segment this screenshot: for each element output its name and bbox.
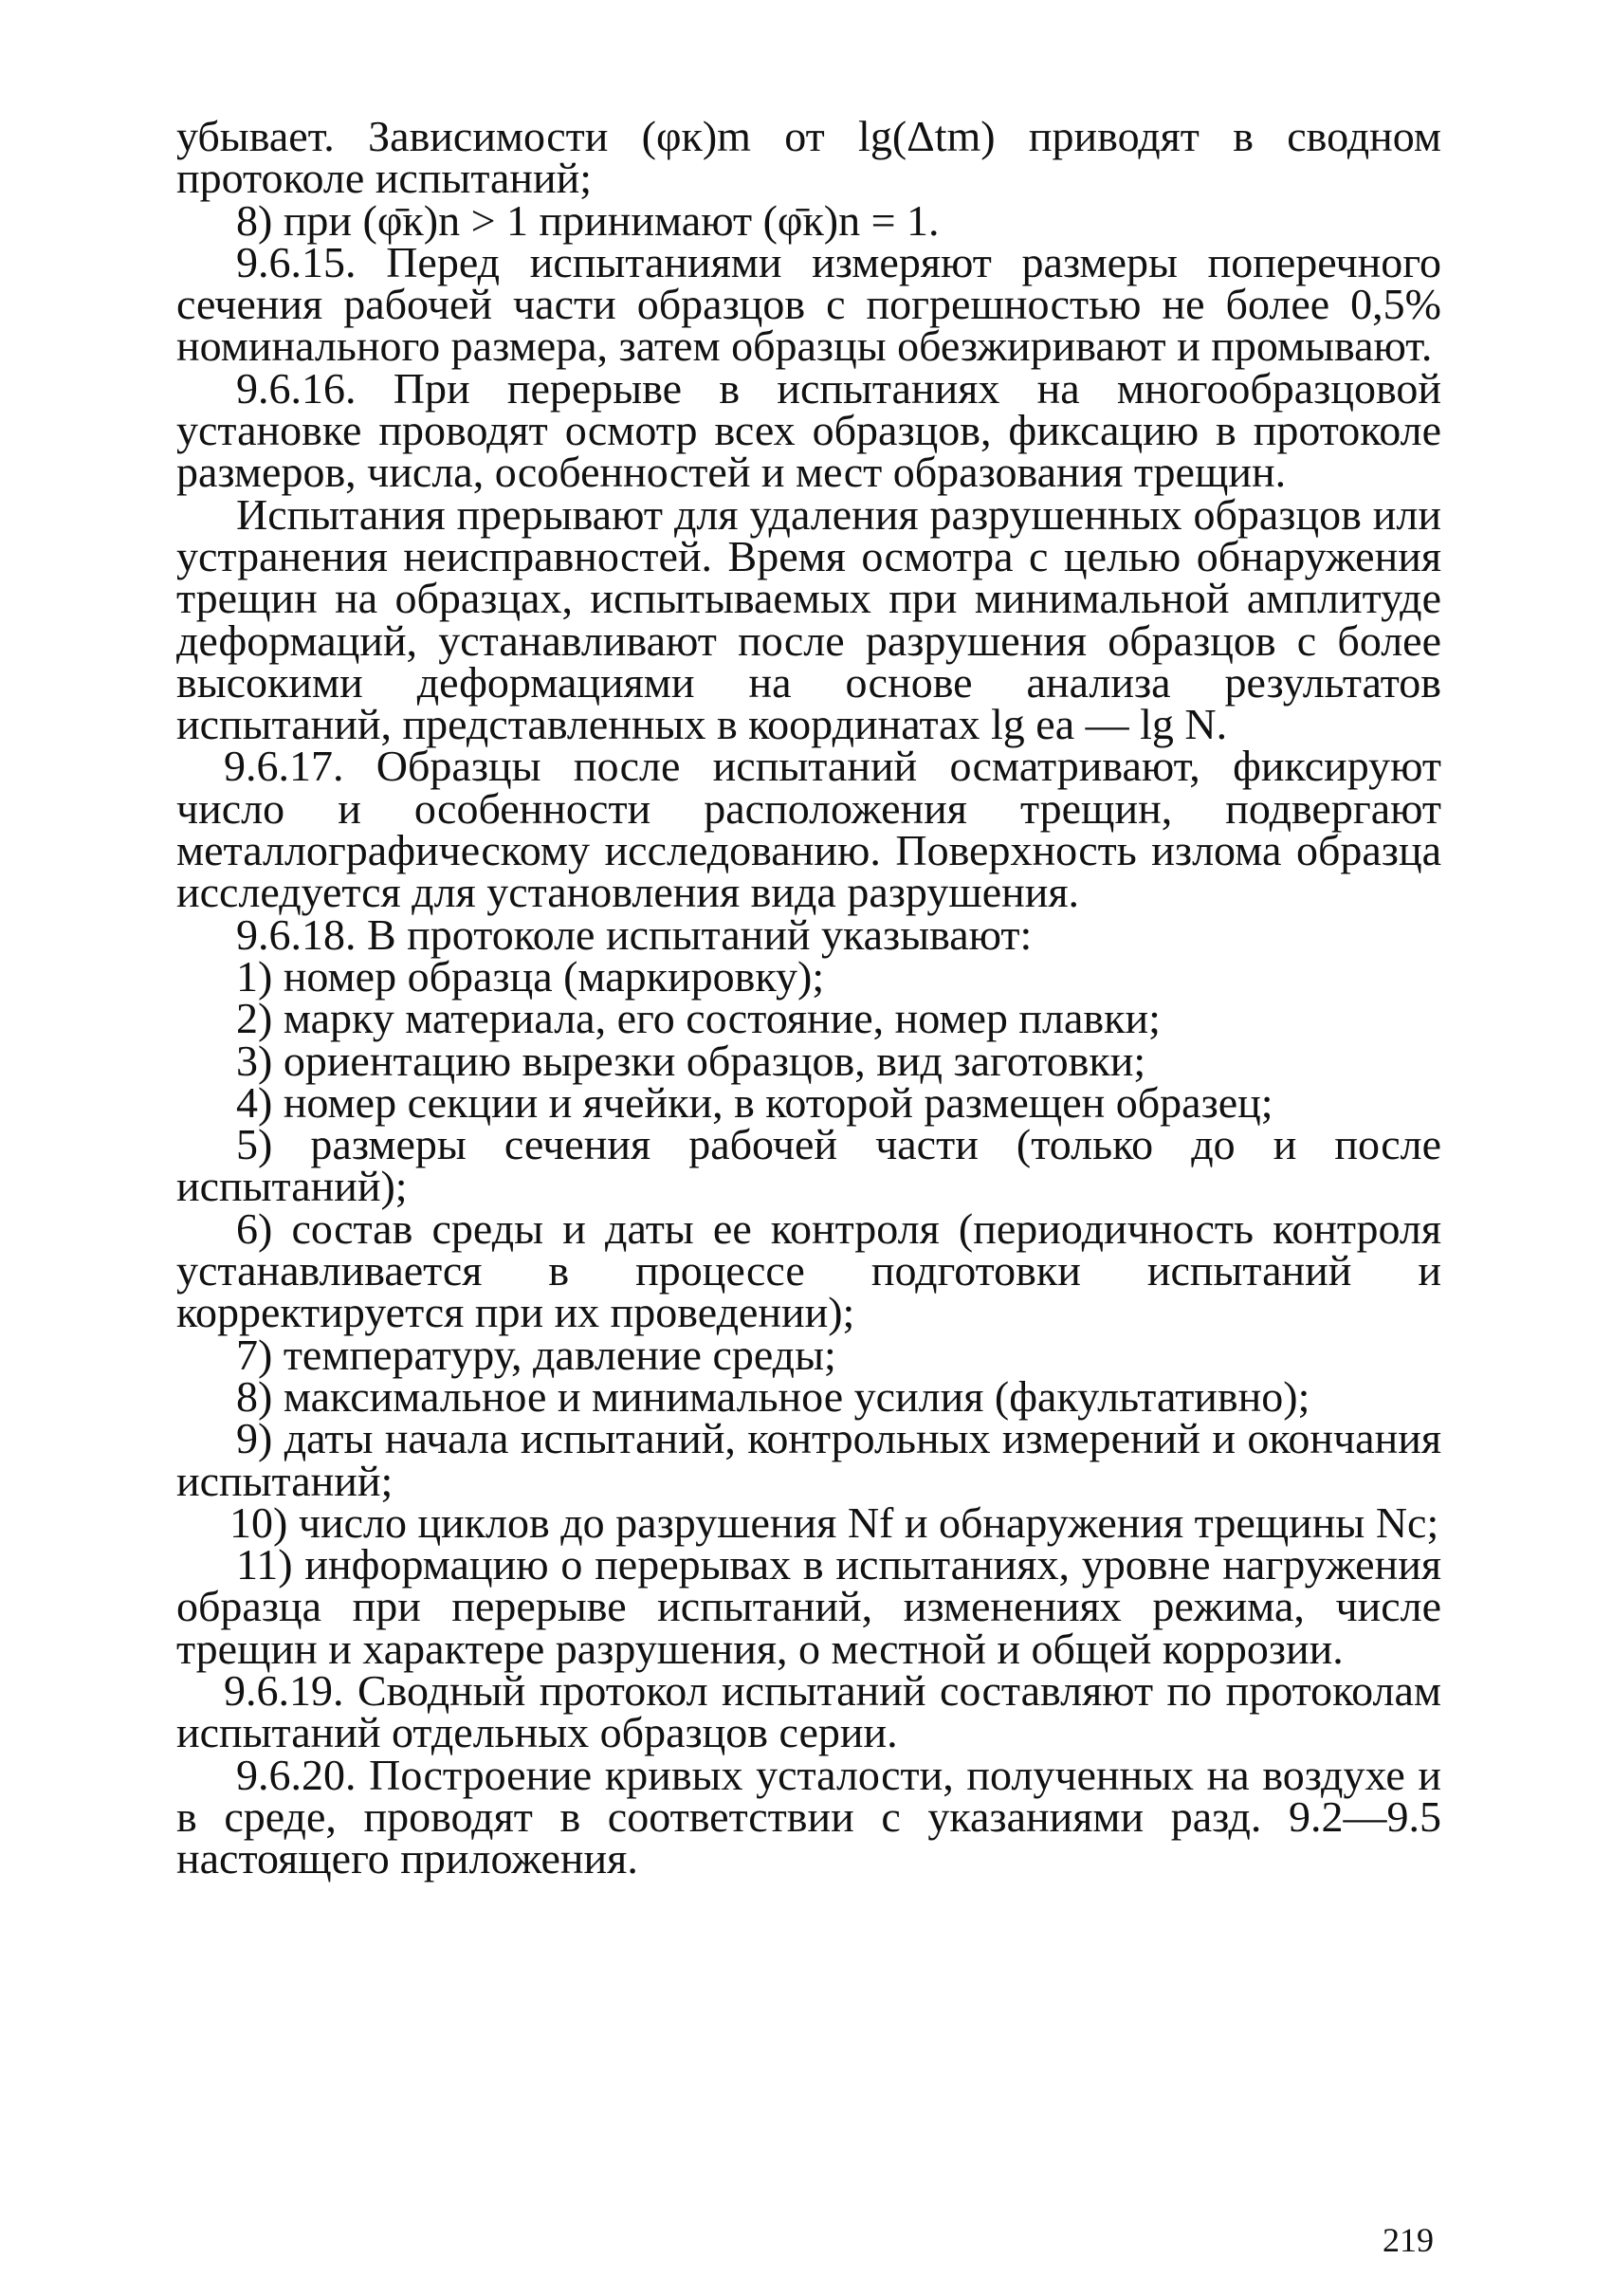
list-item-1: 1) номер образца (маркировку); — [236, 951, 825, 1001]
paragraph-interrupt: Испытания прерывают для удаления разрушенных образцов или устранения неисправностей. Время осмотра с целью обнаружения трещин на образцах, испытываемых при минимальной амплитуде деформаций, устанавливают после разрушения образцов с более высокими деформациями на основе анализа результатов испытаний, представленных в координатах lg ea — lg N. — [176, 489, 1441, 749]
list-item-8: 8) максимальное и минимальное усилия (факультативно); — [236, 1371, 1310, 1421]
paragraph-9-6-16: 9.6.16. При перерыве в испытаниях на многообразцовой установке проводят осмотр всех образцов, фиксацию в протоколе размеров, числа, особенностей и мест образования трещин. — [176, 363, 1441, 497]
page-number: 219 — [1383, 2221, 1434, 2259]
paragraph-9-6-18: 9.6.18. В протоколе испытаний указывают: — [236, 909, 1033, 959]
paragraph-9-6-20: 9.6.20. Построение кривых усталости, полученных на воздухе и в среде, проводят в соответствии с указаниями разд. 9.2—9.5 настоящего приложения. — [176, 1750, 1441, 1883]
list-item-11: 11) информацию о перерывах в испытаниях, уровне нагружения образца при перерыве испытаний, изменениях режима, числе трещин и характере разрушения, о местной и общей коррозии. — [176, 1540, 1441, 1673]
paragraph-item-8-phi: 8) при (φ̄к)n > 1 принимают (φ̄к)n = 1. — [236, 195, 940, 245]
list-item-3: 3) ориентацию вырезки образцов, вид заготовки; — [236, 1036, 1146, 1085]
list-item-7: 7) температуру, давление среды; — [236, 1330, 836, 1379]
list-item-5: 5) размеры сечения рабочей части (только до и после испытаний); — [176, 1120, 1441, 1211]
list-item-6: 6) состав среды и даты ее контроля (периодичность контроля устанавливается в процессе подготовки испытаний и корректируется при их проведении); — [176, 1203, 1441, 1337]
list-item-10: 10) число циклов до разрушения Nf и обнаружения трещины Nc; — [229, 1497, 1439, 1547]
list-item-9: 9) даты начала испытаний, контрольных измерений и окончания испытаний; — [176, 1414, 1441, 1505]
list-item-4: 4) номер секции и ячейки, в которой размещен образец; — [236, 1077, 1273, 1127]
paragraph-continuation: убывает. Зависимости (φк)m от lg(Δtm) приводят в сводном протоколе испытаний; — [176, 112, 1441, 203]
document-body — [176, 112, 1441, 1883]
list-item-2: 2) марку материала, его состояние, номер плавки; — [236, 994, 1161, 1043]
paragraph-9-6-19: 9.6.19. Сводный протокол испытаний составляют по протоколам испытаний отдельных образцов серии. — [176, 1665, 1441, 1757]
paragraph-9-6-15: 9.6.15. Перед испытаниями измеряют размеры поперечного сечения рабочей части образцов с погрешностью не более 0,5% номинального размера, затем образцы обезжиривают и промывают. — [176, 237, 1441, 371]
paragraph-9-6-17: 9.6.17. Образцы после испытаний осматривают, фиксируют число и особенности расположения трещин, подвергают металлографическому исследованию. Поверхность излома образца исследуется для установления вида разрушения. — [176, 742, 1441, 917]
